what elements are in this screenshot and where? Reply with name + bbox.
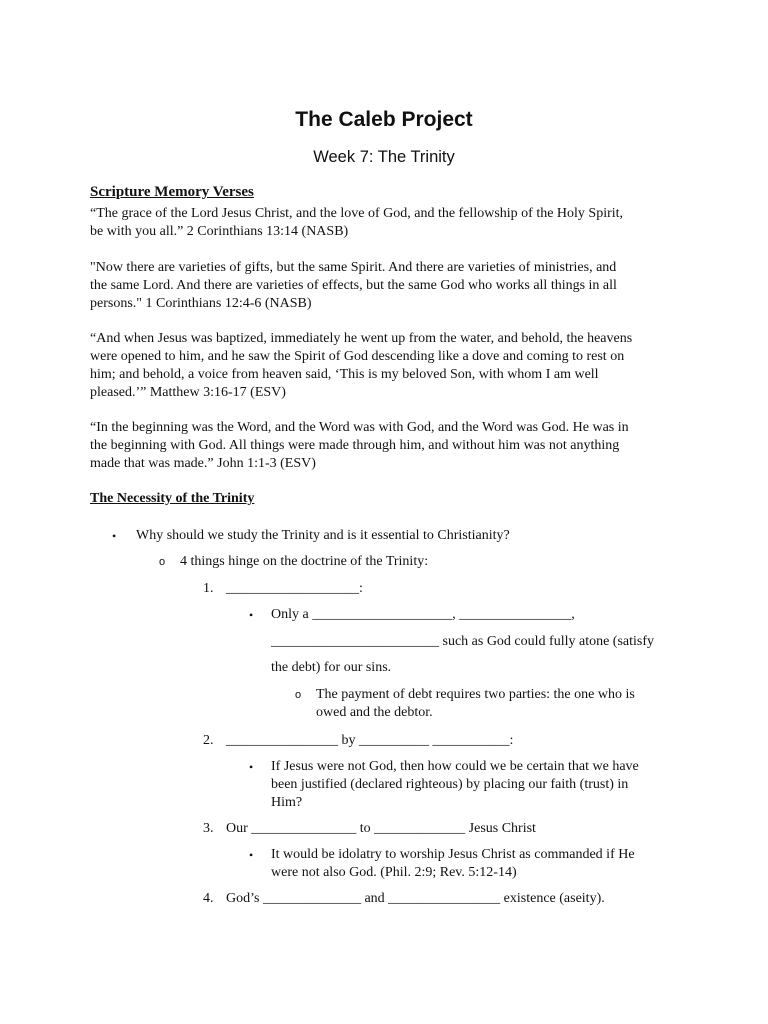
memory-verse-1: “The grace of the Lord Jesus Christ, and the love of God, and the fellowship of the Holy Spirit, be with you all.” 2 Corinthians 13:14 (NASB) xyxy=(90,206,624,239)
list-item-2-bullet: If Jesus were not God, then how could we be certain that we have been justified (declared righteous) by placing our faith (trust) in Him? xyxy=(271,759,639,810)
list-item-number: 1. xyxy=(203,581,214,596)
list-item-3-text: Our _______________ to _____________ Jesus Christ xyxy=(226,821,536,836)
bullet-marker: • xyxy=(249,848,254,862)
necessity-sub-point: 4 things hinge on the doctrine of the Trinity: xyxy=(180,554,429,569)
document-title: The Caleb Project xyxy=(295,108,473,131)
list-item-number: 4. xyxy=(203,891,214,906)
list-item-1-bullet-line-3: the debt) for our sins. xyxy=(271,660,392,675)
bullet-marker: • xyxy=(249,608,254,622)
list-item-number: 2. xyxy=(203,733,214,748)
bullet-marker: • xyxy=(112,529,117,543)
memory-verse-2: "Now there are varieties of gifts, but the same Spirit. And there are varieties of ministries, and the same Lord. And there are varieties of effects, but the same God who works all things in all persons." 1 Corinthians 12:4-6 (NASB) xyxy=(90,260,617,311)
list-item-1-bullet-line-1: Only a ____________________, ________________, xyxy=(271,607,575,622)
list-item-3-bullet: It would be idolatry to worship Jesus Christ as commanded if He were not also God. (Phil. 2:9; Rev. 5:12-14) xyxy=(271,847,635,880)
necessity-heading: The Necessity of the Trinity xyxy=(90,491,255,506)
sub-bullet-marker: o xyxy=(159,556,166,568)
memory-verse-4: “In the beginning was the Word, and the Word was with God, and the Word was God. He was in the beginning with God. All things were made through him, and without him was not anything made that was made.” John 1:1-3 (ESV) xyxy=(90,420,629,471)
list-item-number: 3. xyxy=(203,821,214,836)
memory-verse-3: “And when Jesus was baptized, immediately he went up from the water, and behold, the heavens were opened to him, and he saw the Spirit of God descending like a dove and coming to rest on him; and behold, a voice from heaven said, ‘This is my beloved Son, with whom I am well pleased.’” Matthew 3:16-17 (ESV) xyxy=(90,331,633,400)
list-item-1-sub-bullet: The payment of debt requires two parties: the one who is owed and the debtor. xyxy=(316,687,635,720)
memory-verses-heading: Scripture Memory Verses xyxy=(90,184,254,200)
document-subtitle: Week 7: The Trinity xyxy=(313,148,455,166)
list-item-4-text: God’s ______________ and ________________ existence (aseity). xyxy=(226,891,605,906)
list-item-1-bullet-line-2: ________________________ such as God could fully atone (satisfy xyxy=(271,634,655,649)
bullet-marker: • xyxy=(249,760,254,774)
list-item-2-text: ________________ by __________ ___________: xyxy=(226,733,514,748)
necessity-question: Why should we study the Trinity and is it essential to Christianity? xyxy=(136,528,510,543)
list-item-1-text: ___________________: xyxy=(226,581,363,596)
sub-bullet-marker: o xyxy=(295,689,302,701)
